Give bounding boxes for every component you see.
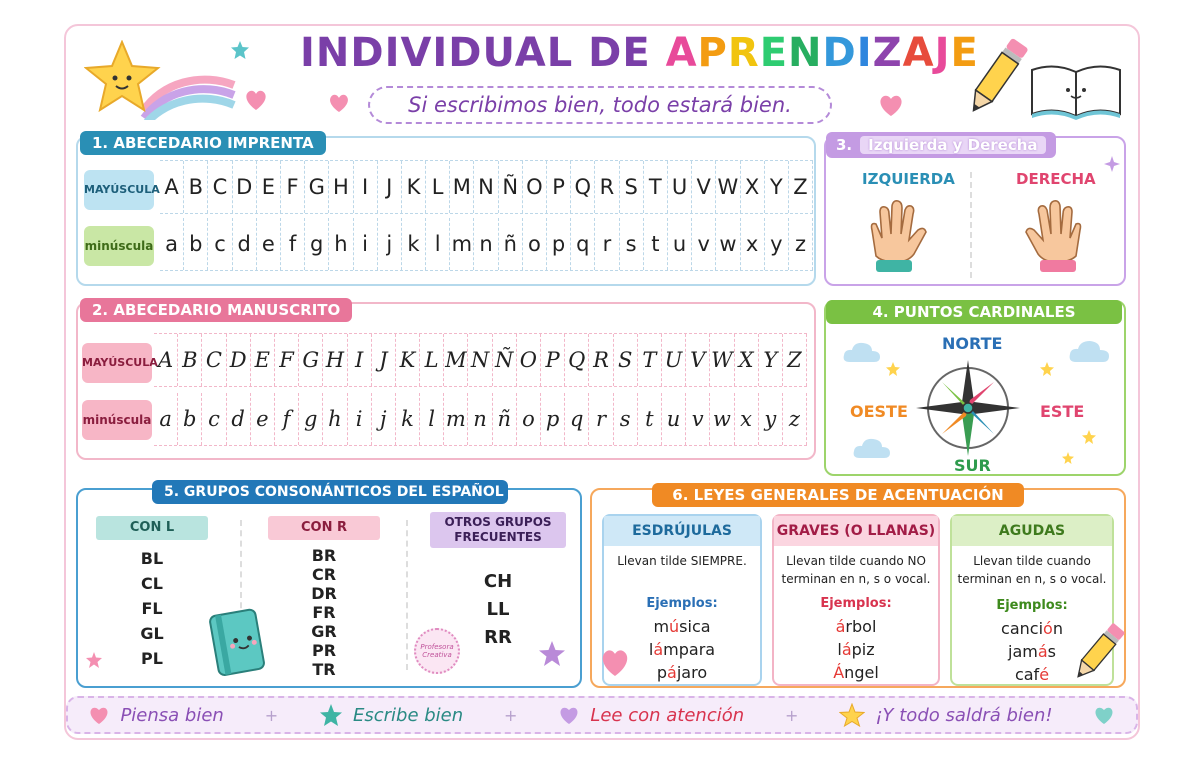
group-con-r <box>268 516 380 679</box>
agudas-rule-line1: Llevan tilde cuando <box>973 554 1091 568</box>
esdrujulas-examples-label: Ejemplos: <box>646 596 718 611</box>
footer-item-3 <box>558 705 744 726</box>
graves-rule-line2: terminan en n, s o vocal. <box>781 572 931 586</box>
title-part2 <box>666 30 979 76</box>
heart-icon <box>598 646 632 678</box>
group-con-r-label: CON R <box>268 516 380 540</box>
letter-cell: t <box>644 218 668 270</box>
letter-cell: Ñ <box>493 334 517 386</box>
heart-icon <box>327 92 351 114</box>
esdrujulas-rule: Llevan tilde SIEMPRE. <box>617 554 747 568</box>
left-hand-icon <box>856 196 936 276</box>
cloud-icon <box>1068 338 1112 364</box>
example-word: canción <box>1001 619 1063 638</box>
letter-cell: K <box>402 161 426 213</box>
compass-rose-icon <box>912 356 1024 460</box>
letter-cell: y <box>765 218 789 270</box>
star-icon <box>886 362 900 376</box>
section4-title: 4. PUNTOS CARDINALES <box>826 300 1122 324</box>
star-rainbow-icon <box>84 40 244 120</box>
letter-cell: P <box>547 161 571 213</box>
heart-icon <box>243 88 269 112</box>
star-icon <box>538 640 566 668</box>
letter-cell: v <box>692 218 716 270</box>
letter-cell: c <box>202 393 226 445</box>
letter-cell: p <box>541 393 565 445</box>
letter-cell: O <box>523 161 547 213</box>
example-word: jamás <box>1008 642 1056 661</box>
letter-cell: n <box>468 393 492 445</box>
letter-cell: T <box>638 334 662 386</box>
star-icon <box>319 703 343 727</box>
letter-cell: T <box>644 161 668 213</box>
lowercase-label: minúscula <box>84 226 154 266</box>
book-icon <box>1028 60 1124 120</box>
divider <box>970 172 972 278</box>
star-icon <box>1082 430 1096 444</box>
title-letter: I <box>856 30 873 76</box>
footer-banner <box>66 696 1138 734</box>
footer-text-1: Piensa bien <box>120 704 224 726</box>
letter-cell: K <box>396 334 420 386</box>
letter-cell: V <box>692 161 716 213</box>
letter-cell: W <box>716 161 740 213</box>
pencil-icon <box>1070 618 1126 688</box>
letter-cell: X <box>741 161 765 213</box>
heart-icon <box>88 705 110 725</box>
sparkle-icon <box>1104 156 1120 172</box>
group-item: GL <box>140 624 164 643</box>
cursive-lowercase-row <box>154 393 807 446</box>
heart-icon <box>558 705 580 725</box>
letter-cell: e <box>257 218 281 270</box>
group-item: FR <box>312 603 336 622</box>
agudas-examples-label: Ejemplos: <box>996 598 1068 613</box>
letter-cell: Z <box>789 161 813 213</box>
uppercase-label: MAYÚSCULA <box>84 170 154 210</box>
section3-number: 3. <box>836 136 853 154</box>
lowercase-label: minúscula <box>82 400 152 440</box>
letter-cell: d <box>227 393 251 445</box>
letter-cell: s <box>620 218 644 270</box>
letter-cell: m <box>450 218 474 270</box>
right-label: DERECHA <box>1016 170 1096 188</box>
letter-cell: u <box>668 218 692 270</box>
group-con-l-items <box>96 546 208 671</box>
title-letter: D <box>822 30 857 76</box>
group-item: DR <box>311 584 337 603</box>
letter-cell: d <box>233 218 257 270</box>
footer-separator: + <box>264 705 279 725</box>
letter-cell: j <box>378 218 402 270</box>
group-con-l-label: CON L <box>96 516 208 540</box>
print-uppercase-row <box>160 160 813 214</box>
group-otros <box>430 512 566 652</box>
letter-cell: A <box>160 161 184 213</box>
letter-cell: X <box>735 334 759 386</box>
letter-cell: t <box>638 393 662 445</box>
letter-cell: ñ <box>499 218 523 270</box>
title-letter: Z <box>872 30 903 76</box>
graves-rule-line1: Llevan tilde cuando NO <box>786 554 926 568</box>
title-letter: J <box>934 30 951 76</box>
section5-title: 5. GRUPOS CONSONÁNTICOS DEL ESPAÑOL <box>152 480 508 504</box>
cursive-uppercase-row <box>154 333 807 387</box>
footer-separator: + <box>785 705 799 725</box>
letter-cell: J <box>378 161 402 213</box>
cloud-icon <box>842 340 882 364</box>
letter-cell: l <box>426 218 450 270</box>
example-word: lápiz <box>837 640 875 659</box>
uppercase-label: MAYÚSCULA <box>82 343 152 383</box>
letter-cell: b <box>184 218 208 270</box>
page-title <box>300 30 979 76</box>
letter-cell: p <box>547 218 571 270</box>
letter-cell: O <box>517 334 541 386</box>
group-con-l <box>96 516 208 671</box>
letter-cell: k <box>396 393 420 445</box>
letter-cell: U <box>662 334 686 386</box>
letter-cell: N <box>474 161 498 213</box>
section2-title: 2. ABECEDARIO MANUSCRITO <box>80 298 352 322</box>
letter-cell: Ñ <box>499 161 523 213</box>
group-item: GR <box>311 622 337 641</box>
title-letter: P <box>697 30 728 76</box>
letter-cell: l <box>420 393 444 445</box>
letter-cell: v <box>686 393 710 445</box>
section1-title: 1. ABECEDARIO IMPRENTA <box>80 131 326 155</box>
letter-cell: R <box>589 334 613 386</box>
letter-cell: D <box>227 334 251 386</box>
section3-title <box>826 132 1056 158</box>
letter-cell: r <box>589 393 613 445</box>
example-word: música <box>653 617 711 636</box>
group-con-r-items <box>268 546 380 679</box>
letter-cell: R <box>595 161 619 213</box>
letter-cell: L <box>426 161 450 213</box>
letter-cell: u <box>662 393 686 445</box>
group-item: PL <box>141 649 163 668</box>
letter-cell: s <box>614 393 638 445</box>
section6-title: 6. LEYES GENERALES DE ACENTUACIÓN <box>652 483 1024 507</box>
graves-rule <box>774 552 938 588</box>
letter-cell: o <box>523 218 547 270</box>
stamp-logo: Profesora Creativa <box>414 628 460 674</box>
section3-label: Izquierda y Derecha <box>860 136 1045 154</box>
letter-cell: b <box>178 393 202 445</box>
subtitle: Si escribimos bien, todo estará bien. <box>368 86 832 124</box>
agudas-rule-line2: terminan en n, s o vocal. <box>957 572 1107 586</box>
letter-cell: x <box>735 393 759 445</box>
letter-cell: w <box>710 393 734 445</box>
title-letter: R <box>727 30 760 76</box>
footer-item-4 <box>839 703 1052 727</box>
left-label: IZQUIERDA <box>862 170 955 188</box>
footer-item-2 <box>319 703 463 727</box>
star-icon <box>839 703 865 727</box>
letter-cell: Q <box>571 161 595 213</box>
letter-cell: Z <box>783 334 807 386</box>
letter-cell: E <box>251 334 275 386</box>
heart-icon <box>1093 705 1115 725</box>
letter-cell: Y <box>759 334 783 386</box>
letter-cell: V <box>686 334 710 386</box>
pencil-icon <box>962 34 1032 120</box>
divider <box>406 520 408 670</box>
footer-text-4: ¡Y todo saldrá bien! <box>875 704 1053 726</box>
title-letter: N <box>788 30 823 76</box>
letter-cell: C <box>202 334 226 386</box>
example-word: árbol <box>835 617 877 636</box>
group-item: BL <box>140 549 164 568</box>
letter-cell: y <box>759 393 783 445</box>
right-hand-icon <box>1016 196 1096 276</box>
group-item: BR <box>311 546 337 565</box>
letter-cell: L <box>420 334 444 386</box>
print-lowercase-row <box>160 218 813 271</box>
title-part1: INDIVIDUAL DE <box>300 30 651 76</box>
group-item: FL <box>141 599 163 618</box>
example-word: lámpara <box>648 640 716 659</box>
letter-cell: I <box>354 161 378 213</box>
group-item: CR <box>311 565 337 584</box>
letter-cell: E <box>257 161 281 213</box>
card-graves <box>772 514 940 686</box>
letter-cell: Q <box>565 334 589 386</box>
south-label: SUR <box>954 456 991 475</box>
letter-cell: c <box>208 218 232 270</box>
title-letter: E <box>759 30 789 76</box>
letter-cell: e <box>251 393 275 445</box>
letter-cell: g <box>299 393 323 445</box>
star-icon <box>1040 362 1054 376</box>
title-letter: A <box>665 30 698 76</box>
letter-cell: N <box>468 334 492 386</box>
letter-cell: i <box>354 218 378 270</box>
letter-cell: M <box>444 334 468 386</box>
footer-text-3: Lee con atención <box>590 704 745 726</box>
letter-cell: F <box>281 161 305 213</box>
example-word: Ángel <box>833 663 879 682</box>
group-otros-label: OTROS GRUPOS FRECUENTES <box>430 512 566 548</box>
letter-cell: A <box>154 334 178 386</box>
letter-cell: I <box>348 334 372 386</box>
letter-cell: G <box>299 334 323 386</box>
letter-cell: w <box>716 218 740 270</box>
group-item: LL <box>486 599 510 620</box>
esdrujulas-head: ESDRÚJULAS <box>604 516 760 546</box>
letter-cell: h <box>329 218 353 270</box>
title-letter: E <box>950 30 979 76</box>
letter-cell: F <box>275 334 299 386</box>
letter-cell: z <box>789 218 813 270</box>
letter-cell: m <box>444 393 468 445</box>
example-word: café <box>1014 665 1050 684</box>
group-item: PR <box>311 641 337 660</box>
letter-cell: j <box>372 393 396 445</box>
letter-cell: U <box>668 161 692 213</box>
graves-examples-label: Ejemplos: <box>820 596 892 611</box>
cloud-icon <box>852 436 892 460</box>
heart-icon <box>876 92 906 118</box>
letter-cell: h <box>323 393 347 445</box>
letter-cell: i <box>348 393 372 445</box>
letter-cell: r <box>595 218 619 270</box>
letter-cell: H <box>329 161 353 213</box>
letter-cell: q <box>565 393 589 445</box>
letter-cell: B <box>184 161 208 213</box>
group-item: CL <box>141 574 163 593</box>
letter-cell: G <box>305 161 329 213</box>
example-word: pájaro <box>656 663 708 682</box>
letter-cell: D <box>233 161 257 213</box>
agudas-head: AGUDAS <box>952 516 1112 546</box>
letter-cell: J <box>372 334 396 386</box>
star-icon <box>1062 452 1074 464</box>
group-item: TR <box>312 660 336 679</box>
letter-cell: o <box>517 393 541 445</box>
west-label: OESTE <box>850 402 908 421</box>
letter-cell: n <box>474 218 498 270</box>
group-item: CH <box>483 571 513 592</box>
graves-words <box>774 615 938 684</box>
agudas-rule <box>952 552 1112 588</box>
letter-cell: M <box>450 161 474 213</box>
group-item: RR <box>484 627 512 648</box>
footer-separator: + <box>504 705 518 725</box>
letter-cell: g <box>305 218 329 270</box>
letter-cell: W <box>710 334 734 386</box>
letter-cell: q <box>571 218 595 270</box>
letter-cell: H <box>323 334 347 386</box>
letter-cell: f <box>275 393 299 445</box>
footer-item-1 <box>88 705 223 726</box>
letter-cell: S <box>620 161 644 213</box>
letter-cell: x <box>741 218 765 270</box>
letter-cell: C <box>208 161 232 213</box>
letter-cell: z <box>783 393 807 445</box>
footer-text-2: Escribe bien <box>352 704 464 726</box>
letter-cell: ñ <box>493 393 517 445</box>
north-label: NORTE <box>942 334 1003 353</box>
letter-cell: P <box>541 334 565 386</box>
letter-cell: a <box>160 218 184 270</box>
letter-cell: f <box>281 218 305 270</box>
letter-cell: Y <box>765 161 789 213</box>
star-icon <box>86 652 102 668</box>
east-label: ESTE <box>1040 402 1085 421</box>
book-character-icon <box>204 604 274 680</box>
letter-cell: a <box>154 393 178 445</box>
letter-cell: S <box>614 334 638 386</box>
star-icon <box>230 40 250 60</box>
title-letter: A <box>902 30 935 76</box>
graves-head: GRAVES (O LLANAS) <box>774 516 938 546</box>
letter-cell: B <box>178 334 202 386</box>
letter-cell: k <box>402 218 426 270</box>
